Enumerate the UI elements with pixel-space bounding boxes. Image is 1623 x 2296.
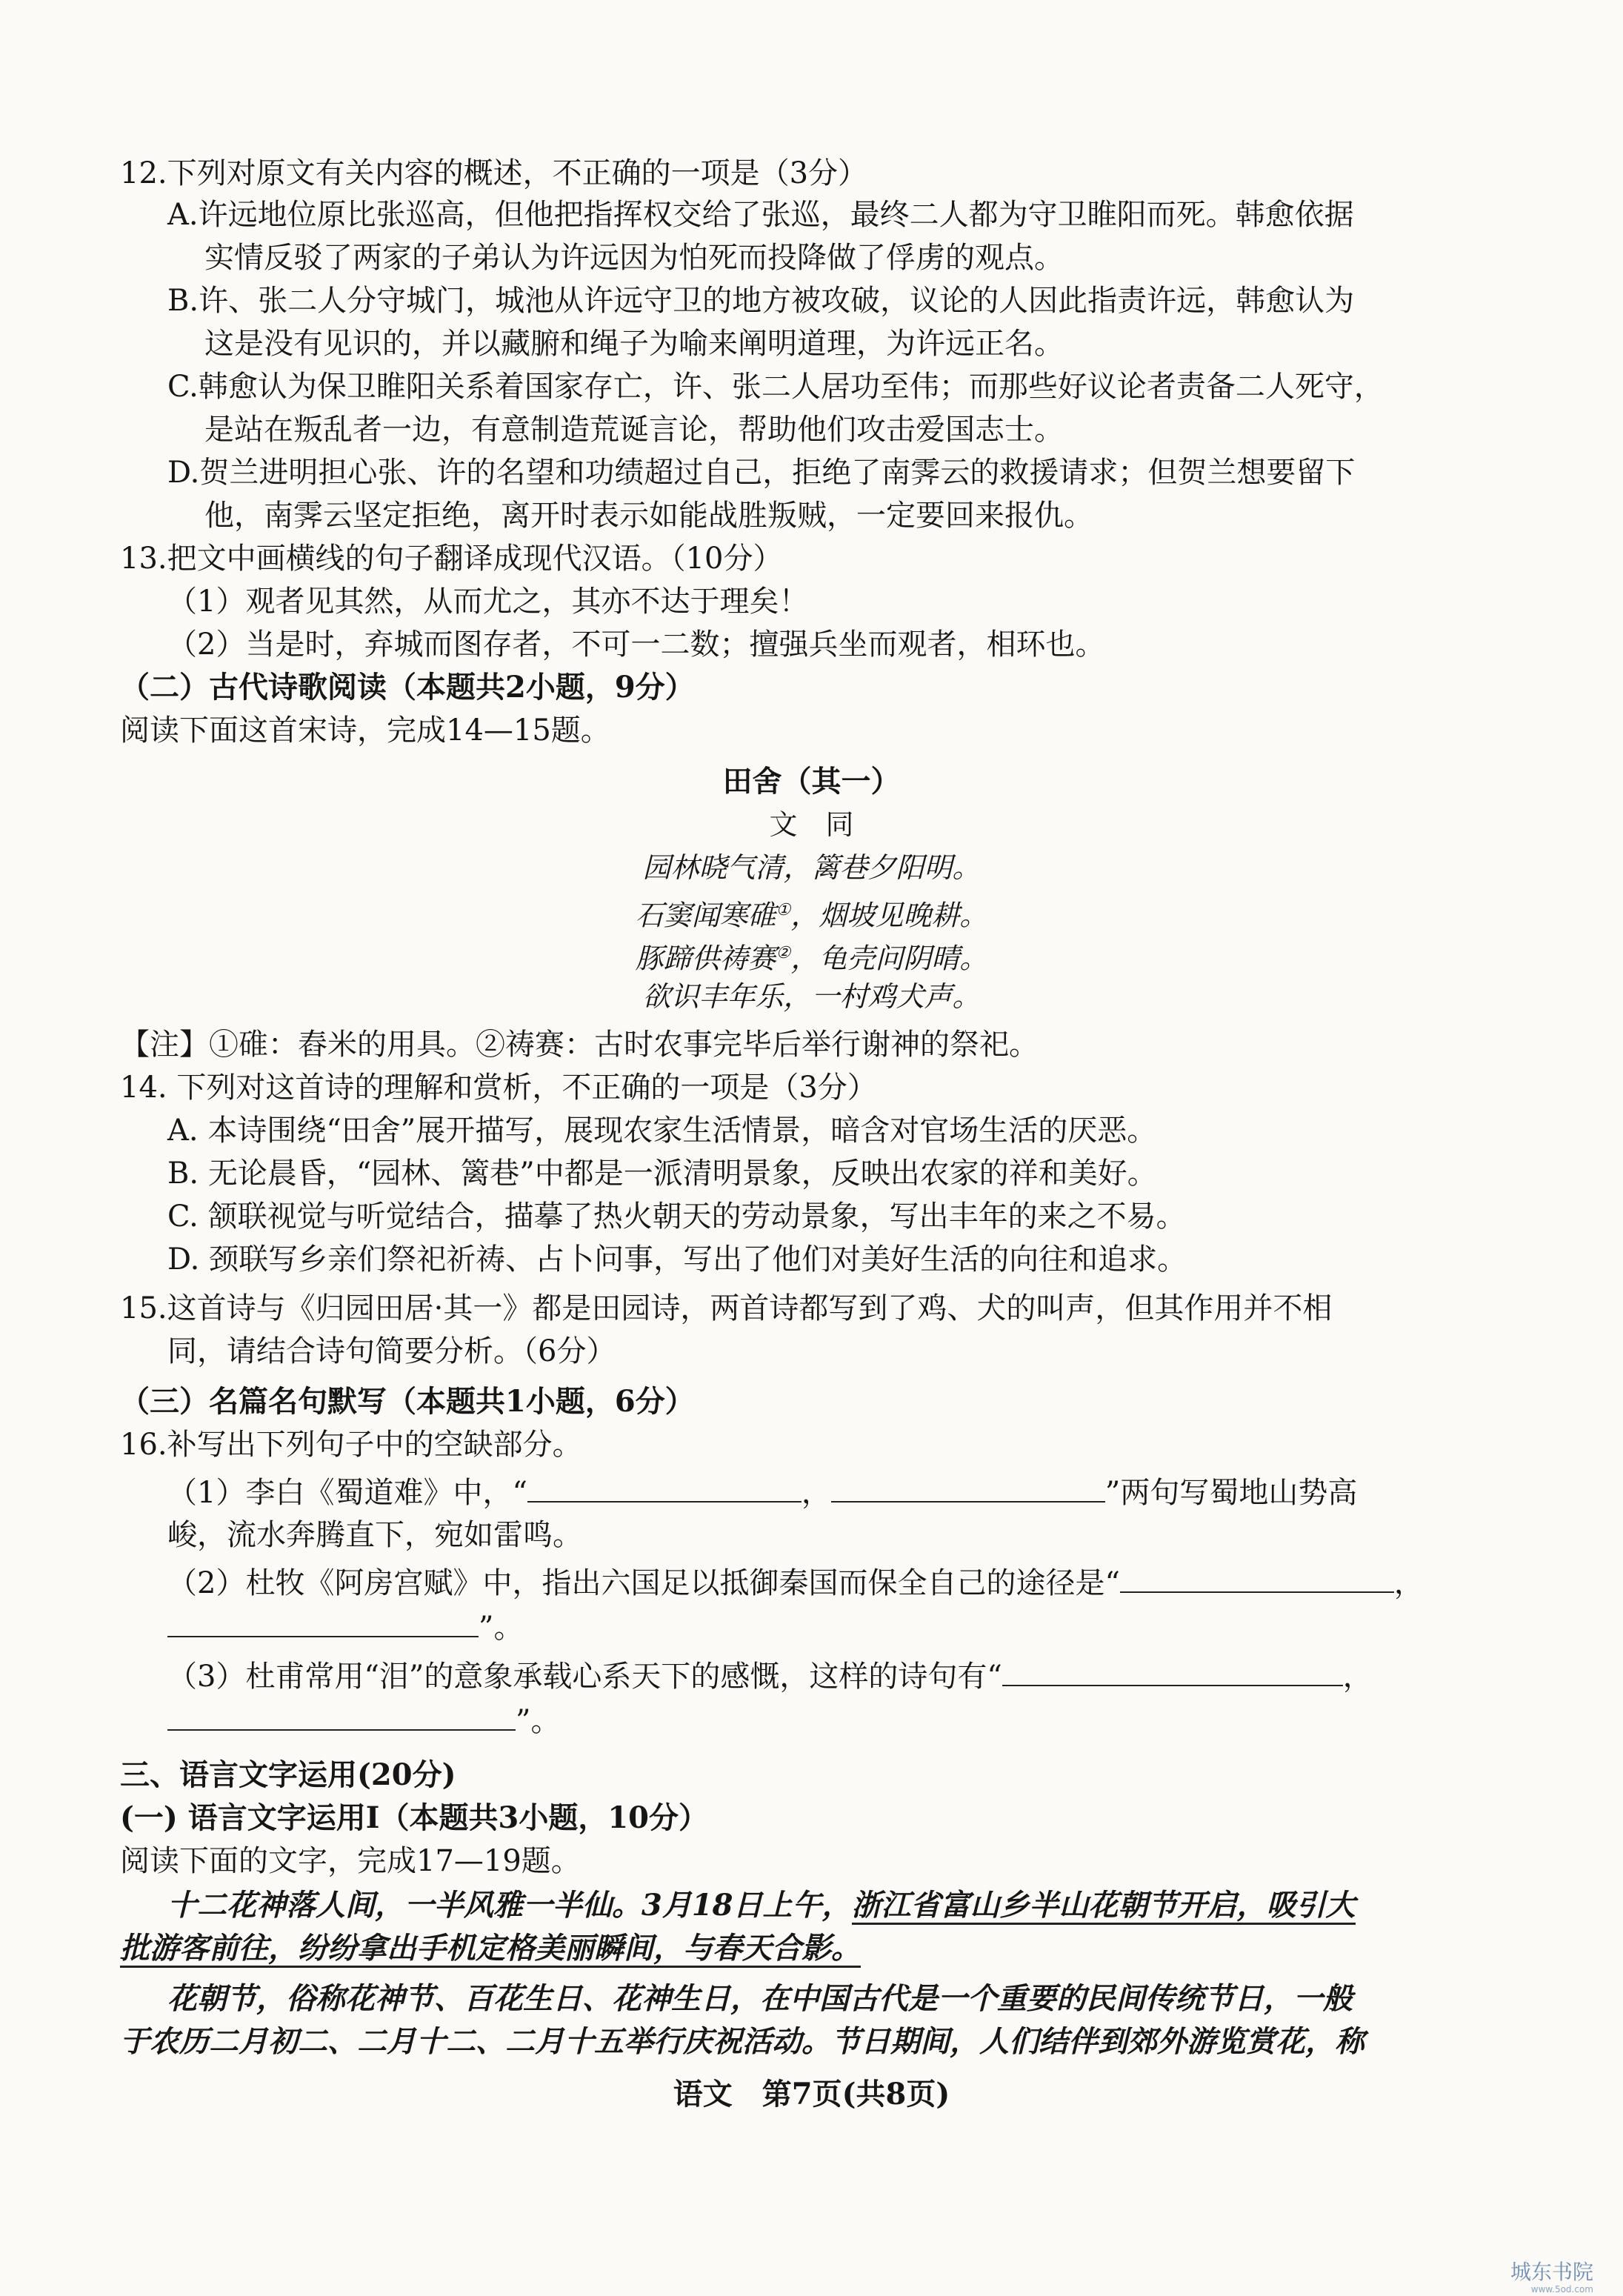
section-poetry-intro: 阅读下面这首宋诗，完成14—15题。: [120, 713, 610, 748]
part3-subheading: (一) 语言文字运用Ⅰ（本题共3小题，10分）: [120, 1800, 708, 1835]
q16-item-2: [167, 1562, 1516, 1603]
q13-sentence-1: （1）观者见其然，从而尤之，其亦不达于理矣！: [167, 585, 809, 619]
passage-paragraph-2-line-1: 花朝节，俗称花神节、百花生日、花神生日，在中国古代是一个重要的民间传统节日，一般: [167, 1981, 1353, 2016]
q16-blank-2[interactable]: [831, 1471, 1105, 1503]
q16-item-3: [167, 1655, 1516, 1696]
q13-sentence-2: （2）当是时，弃城而图存者，不可一二数；擅强兵坐而观者，相环也。: [167, 628, 1105, 662]
q16-item-1-cont: 峻，流水奔腾直下，宛如雷鸣。: [167, 1518, 582, 1552]
passage-paragraph-1-line-1: [167, 1886, 1516, 1925]
note-marker-2: ②: [776, 944, 791, 962]
section-recitation-heading: （三）名篇名句默写（本题共1小题，6分）: [120, 1384, 695, 1419]
q12-option-a-line2: 实情反驳了两家的子弟认为许远因为怕死而投降做了俘虏的观点。: [204, 241, 1064, 275]
q16-item-3-prefix: （3）杜甫常用“泪”的意象承载心系天下的感慨，这样的诗句有“: [167, 1660, 1002, 1694]
q16-blank-1[interactable]: [527, 1471, 801, 1503]
poem-note: 【注】①碓：舂米的用具。②祷赛：古时农事完毕后举行谢神的祭祀。: [120, 1028, 1039, 1062]
q12-stem: 12.下列对原文有关内容的概述，不正确的一项是（3分）: [120, 156, 868, 190]
passage-p1-underlined-cont: 批游客前往，纷纷拿出手机定格美丽瞬间，与春天合影。: [120, 1931, 861, 1968]
q16-blank-5[interactable]: [1002, 1655, 1343, 1686]
q16-item-2-comma: ，: [1393, 1566, 1424, 1600]
page-footer: 语文 第7页(共8页): [673, 2077, 950, 2112]
poem-line-2-a: 石窦闻寒碓: [635, 899, 776, 932]
poem-line-3: [0, 935, 1623, 977]
q12-option-c-line1: C.韩愈认为保卫睢阳关系着国家存亡，许、张二人居功至伟；而那些好议论者责备二人死守，: [167, 370, 1384, 404]
q14-option-d: D. 颈联写乡亲们祭祀祈祷、占卜问事，写出了他们对美好生活的向往和追求。: [167, 1242, 1187, 1277]
passage-p1-start: 十二花神落人间，一半风雅一半仙。3月18日上午，: [167, 1888, 852, 1923]
q13-stem: 13.把文中画横线的句子翻译成现代汉语。（10分）: [120, 542, 783, 576]
q14-option-a: A. 本诗围绕“田舍”展开描写，展现农家生活情景，暗含对官场生活的厌恶。: [167, 1114, 1157, 1148]
poem-author: 文 同: [769, 808, 854, 841]
q16-stem: 16.补写出下列句子中的空缺部分。: [120, 1428, 582, 1462]
section-poetry-heading: （二）古代诗歌阅读（本题共2小题，9分）: [120, 670, 695, 705]
poem-title: 田舍（其一）: [722, 764, 901, 799]
q12-option-b-line2: 这是没有见识的，并以藏腑和绳子为喻来阐明道理，为许远正名。: [204, 327, 1064, 361]
q15-line-1: 15.这首诗与《归园田居·其一》都是田园诗，两首诗都写到了鸡、犬的叫声，但其作用并不相: [120, 1291, 1333, 1325]
q12-option-b-line1: B.许、张二人分守城门，城池从许远守卫的地方被攻破，议论的人因此指责许远，韩愈认为: [167, 284, 1355, 318]
poem-line-1: 园林晓气清，篱巷夕阳明。: [642, 851, 981, 884]
poem-line-3-b: ，龟壳问阴晴。: [790, 942, 988, 975]
watermark-text: 城东书院: [1510, 2260, 1593, 2284]
q12-option-d-line2: 他，南霁云坚定拒绝，离开时表示如能战胜叛贼，一定要回来报仇。: [204, 499, 1093, 533]
q16-item-1: [167, 1471, 1516, 1512]
note-marker-1: ①: [776, 901, 791, 919]
q16-item-1-comma: ，: [801, 1476, 831, 1510]
part3-heading: 三、语言文字运用(20分): [120, 1757, 456, 1792]
passage-paragraph-1-line-2: [120, 1929, 1468, 1968]
q14-option-c: C. 颔联视觉与听觉结合，描摹了热火朝天的劳动景象，写出丰年的来之不易。: [167, 1199, 1186, 1234]
poem-line-3-a: 豚蹄供祷赛: [635, 942, 776, 975]
q16-item-3-cont: [167, 1700, 1516, 1740]
poem-line-2: [0, 892, 1623, 934]
poem-line-4: 欲识丰年乐，一村鸡犬声。: [642, 980, 981, 1013]
watermark-url: www.5od.com: [1530, 2284, 1593, 2295]
q12-option-d-line1: D.贺兰进明担心张、许的名望和功绩超过自己，拒绝了南霁云的救援请求；但贺兰想要留下: [167, 456, 1356, 490]
q16-item-3-comma: ，: [1342, 1660, 1373, 1694]
q16-item-3-end: ”。: [516, 1704, 561, 1738]
q16-item-1-prefix: （1）李白《蜀道难》中，“: [167, 1476, 527, 1510]
q16-blank-3[interactable]: [1120, 1562, 1394, 1593]
q15-line-2: 同，请结合诗句简要分析。（6分）: [167, 1334, 616, 1368]
q16-blank-4[interactable]: [167, 1606, 479, 1637]
q12-option-a-line1: A.许远地位原比张巡高，但他把指挥权交给了张巡，最终二人都为守卫睢阳而死。韩愈依据: [167, 198, 1354, 232]
q16-item-2-end: ”。: [479, 1611, 524, 1645]
q14-stem: 14. 下列对这首诗的理解和赏析，不正确的一项是（3分）: [120, 1071, 877, 1105]
passage-p1-underlined: 浙江省富山乡半山花朝节开启，吸引大: [852, 1888, 1356, 1925]
q16-item-2-prefix: （2）杜牧《阿房宫赋》中，指出六国足以抵御秦国而保全自己的途径是“: [167, 1566, 1120, 1600]
q14-option-b: B. 无论晨昏，“园林、篱巷”中都是一派清明景象，反映出农家的祥和美好。: [167, 1157, 1157, 1191]
q12-option-c-line2: 是站在叛乱者一边，有意制造荒诞言论，帮助他们攻击爱国志士。: [204, 413, 1064, 447]
q16-item-1-suffix: ”两句写蜀地山势高: [1104, 1476, 1358, 1510]
poem-line-2-b: ，烟坡见晚耕。: [790, 899, 988, 932]
q16-blank-6[interactable]: [167, 1700, 516, 1731]
passage-paragraph-2-line-2: 于农历二月初二、二月十二、二月十五举行庆祝活动。节日期间，人们结伴到郊外游览赏花，称: [120, 2024, 1364, 2059]
part3-intro: 阅读下面的文字，完成17—19题。: [120, 1844, 581, 1878]
q16-item-2-cont: [167, 1606, 1516, 1647]
